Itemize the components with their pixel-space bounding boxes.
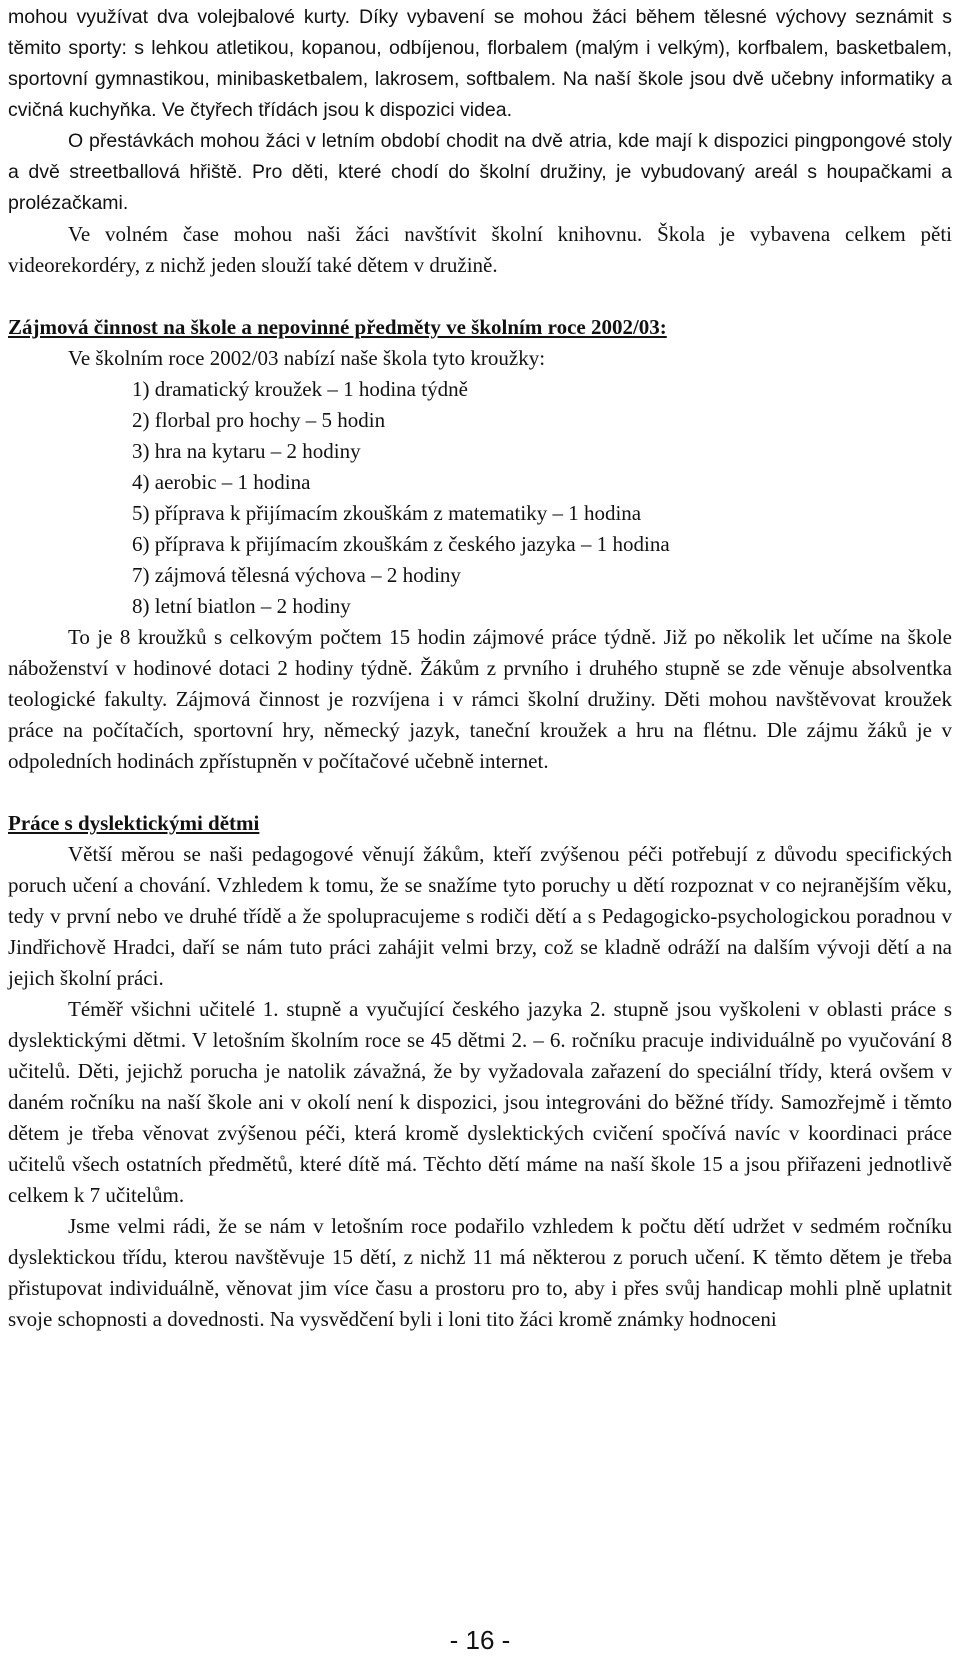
library-paragraph xyxy=(8,219,952,281)
dyslexia-paragraph: Větší měrou se naši pedagogové věnují žákům, kteří zvýšenou péči potřebují z důvodu specifických poruch učení a chování. Vzhledem k tomu, že se snažíme tyto poruchy u dětí rozpoznat v co nejranějším věku, tedy v první nebo ve druhé třídě a že spolupracujeme s rodiči dětí a s Pedagogicko-psychologickou poradnou v Jindřichově Hradci, daří se nám tuto práci zahájit velmi brzy, což se kladně odráží na dalším vývoji dětí a na jejich školní práci. xyxy=(8,842,952,990)
list-item: 1) dramatický kroužek – 1 hodina týdně xyxy=(132,377,468,401)
list-item: 2) florbal pro hochy – 5 hodin xyxy=(132,408,386,432)
page-number: - 16 - xyxy=(449,1625,511,1655)
break-time-paragraph xyxy=(8,126,952,219)
equipment-paragraph: mohou využívat dva volejbalové kurty. Díky vybavení se mohou žáci během tělesné výchovy seznámit s těmito sporty: s lehkou atletikou, kopanou, odbíjenou, florbalem (malým i velkým), korfbalem, basketbalem, sportovní gymnastikou, minibasketbalem, lakrosem, softbalem. Na naší škole jsou dvě učebny informatiky a cvičná kuchyňka. Ve čtyřech třídách jsou k dispozici videa. xyxy=(8,6,952,121)
list-item: 5) příprava k přijímacím zkouškám z matematiky – 1 hodina xyxy=(132,501,642,525)
dyslexia-heading: Práce s dyslektickými dětmi xyxy=(8,811,260,835)
list-item: 3) hra na kytaru – 2 hodiny xyxy=(132,439,361,463)
list-item: 8) letní biatlon – 2 hodiny xyxy=(132,594,351,618)
activities-section xyxy=(8,312,952,777)
activities-closing: To je 8 kroužků s celkovým počtem 15 hodin zájmové práce týdně. Již po několik let učíme na škole náboženství v hodinové dotaci 2 hodiny týdně. Žákům z prvního i druhého stupně se zde věnuje absolventka teologické fakulty. Zájmová činnost je rozvíjena i v rámci školní družiny. Děti mohou navštěvovat kroužek práce na počítačích, sportovní hry, německý jazyk, taneční kroužek a hru na flétnu. Dle zájmu žáků je v odpoledních hodinách zpřístupněn v počítačové učebně internet. xyxy=(8,625,952,773)
video-recorders-text: Škola je vybavena celkem pěti videorekordéry, z nichž jeden slouží také dětem v družině. xyxy=(8,222,953,277)
list-item: 6) příprava k přijímacím zkouškám z českého jazyka – 1 hodina xyxy=(132,532,670,556)
dyslexia-section xyxy=(8,808,952,1335)
equipment-section xyxy=(8,2,952,281)
section-gap xyxy=(8,281,952,312)
activities-intro: Ve školním roce 2002/03 nabízí naše škola tyto kroužky: xyxy=(68,346,546,370)
activities-heading: Zájmová činnost na škole a nepovinné předměty ve školním roce 2002/03: xyxy=(8,315,667,339)
list-item: 4) aerobic – 1 hodina xyxy=(132,470,311,494)
list-item: 7) zájmová tělesná výchova – 2 hodiny xyxy=(132,563,461,587)
section-gap xyxy=(8,777,952,808)
after-school-club-text: Pro děti, které chodí do školní družiny, je vybudovaný areál s houpačkami a prolézačkami. xyxy=(8,161,952,214)
dyslexia-paragraph: Téměř všichni učitelé 1. stupně a vyučující českého jazyka 2. stupně jsou vyškoleni v oblasti práce s dyslektickými dětmi. V letošním školním roce se 45 dětmi 2. – 6. ročníku pracuje individuálně po vyučování 8 učitelů. Děti, jejichž porucha je natolik závažná, že by vyžadovala zařazení do speciální třídy, která ovšem v daném ročníku na naší škole ani v okolí není k dispozici, jsou integrováni do běžné třídy. Samozřejmě i těmto dětem je třeba věnovat zvýšenou péči, která kromě dyslektických cvičení spočívá navíc v koordinaci práce učitelů všech ostatních předmětů, které dítě má. Těchto dětí máme na naší škole 15 a jsou přiřazeni jednotlivě celkem k 7 učitelům. xyxy=(8,997,952,1207)
break-time-text: O přestávkách mohou žáci v letním období chodit na dvě atria, kde mají k dispozici pingpongové stoly a dvě streetballová hřiště. xyxy=(8,130,952,183)
dyslexia-paragraph: Jsme velmi rádi, že se nám v letošním roce podařilo vzhledem k počtu dětí udržet v sedmém ročníku dyslektickou třídu, kterou navštěvuje 15 dětí, z nichž 11 má některou z poruch učení. K těmto dětem je třeba přistupovat individuálně, věnovat jim více času a prostoru pro to, aby i přes svůj handicap mohli plně uplatnit svoje schopnosti a dovednosti. Na vysvědčení byli i loni tito žáci kromě známky hodnoceni xyxy=(8,1214,952,1331)
library-text: Ve volném čase mohou naši žáci navštívit školní knihovnu. xyxy=(68,222,643,246)
activities-list xyxy=(8,374,952,622)
